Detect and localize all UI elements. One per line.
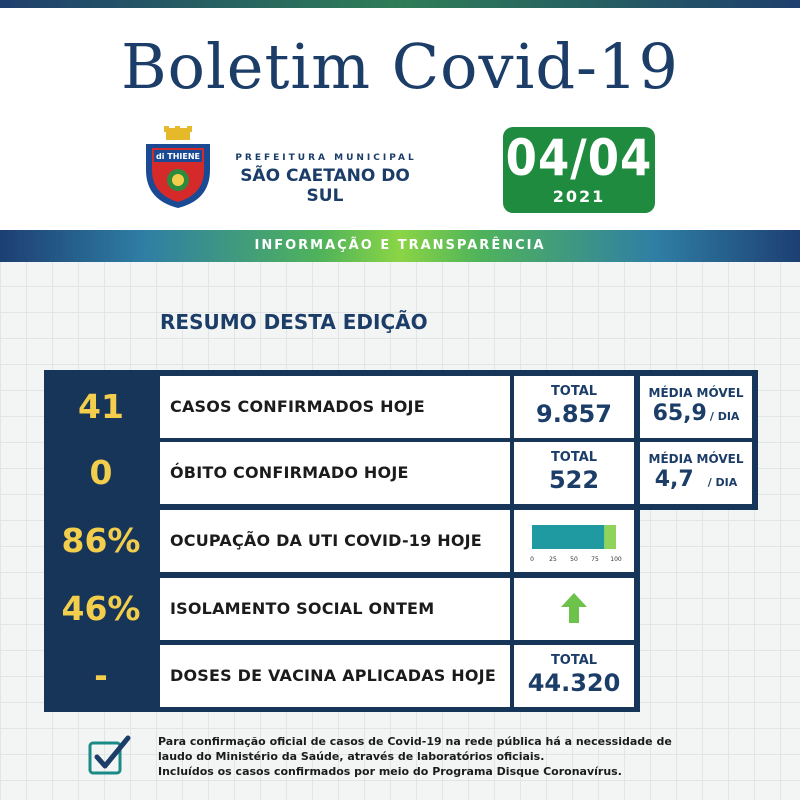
transparency-banner: INFORMAÇÃO E TRANSPARÊNCIA [0,230,800,262]
city-name: SÃO CAETANO DO SUL [240,166,410,206]
checkbox-check-icon [88,735,132,775]
city-crest-icon [140,126,216,210]
axis-tick-label: 75 [591,556,599,563]
media-movel-label: MÉDIA MÓVEL [648,386,744,400]
uti-occupancy-chart [530,519,622,567]
row-label: ISOLAMENTO SOCIAL ONTEM [160,578,510,640]
uti-occupancy-bar [532,525,604,549]
total-cell [514,645,634,707]
row-label: DOSES DE VACINA APLICADAS HOJE [160,645,510,707]
axis-tick-label: 50 [570,556,578,563]
row-number: 0 [50,442,152,504]
footer-note-line: Para confirmação oficial de casos de Covid-19 na rede pública há a necessidade de [158,735,672,748]
page-title: Boletim Covid-19 [121,30,679,103]
row-label: CASOS CONFIRMADOS HOJE [160,376,510,438]
top-accent-strip [0,0,800,8]
axis-tick-label: 0 [530,556,534,563]
table-row [50,442,634,504]
footer-note-line: Incluídos os casos confirmados por meio do Programa Disque Coronavírus. [158,765,622,778]
footer-note-line: laudo do Ministério da Saúde, através de laboratórios oficiais. [158,750,545,763]
total-value: 9.857 [536,400,612,428]
total-value: 522 [548,466,600,494]
row-number: 46% [50,578,152,640]
edition-date-badge [503,127,655,213]
trend-cell [514,578,634,640]
row-label: ÓBITO CONFIRMADO HOJE [160,442,510,504]
media-movel-cell [640,442,752,504]
uti-remaining-bar [604,525,616,549]
total-label: TOTAL [550,653,598,668]
table-row [50,510,634,572]
total-label: TOTAL [550,384,598,399]
header [0,8,800,230]
edition-date-year: 2021 [552,187,606,206]
row-number: 41 [50,376,152,438]
media-movel-number: 65,9 [652,401,707,426]
media-movel-value [640,401,752,426]
row-number: 86% [50,510,152,572]
total-label: TOTAL [550,450,598,465]
row-number: - [50,645,152,707]
media-movel-value [640,467,752,492]
footer-note [158,734,678,779]
table-row [50,376,634,438]
row-label: OCUPAÇÃO DA UTI COVID-19 HOJE [160,510,510,572]
arrow-up-icon [561,593,587,623]
total-cell [514,376,634,438]
total-cell [514,442,634,504]
media-movel-number: 4,7 [654,467,694,492]
section-title: RESUMO DESTA EDIÇÃO [160,310,428,334]
table-row [50,645,634,707]
media-movel-unit: / DIA [707,476,738,489]
prefeitura-label: PREFEITURA MUNICIPAL [235,153,417,163]
edition-date-day: 04/04 [505,129,653,187]
axis-tick-label: 25 [549,556,557,563]
media-movel-cell [640,376,752,438]
uti-chart-cell [514,510,634,572]
svg-text:di THIENE: di THIENE [155,152,201,161]
media-movel-unit: / DIA [709,410,740,423]
table-row [50,578,634,640]
axis-tick-label: 100 [610,556,622,563]
total-value: 44.320 [527,669,621,697]
media-movel-label: MÉDIA MÓVEL [648,452,744,466]
